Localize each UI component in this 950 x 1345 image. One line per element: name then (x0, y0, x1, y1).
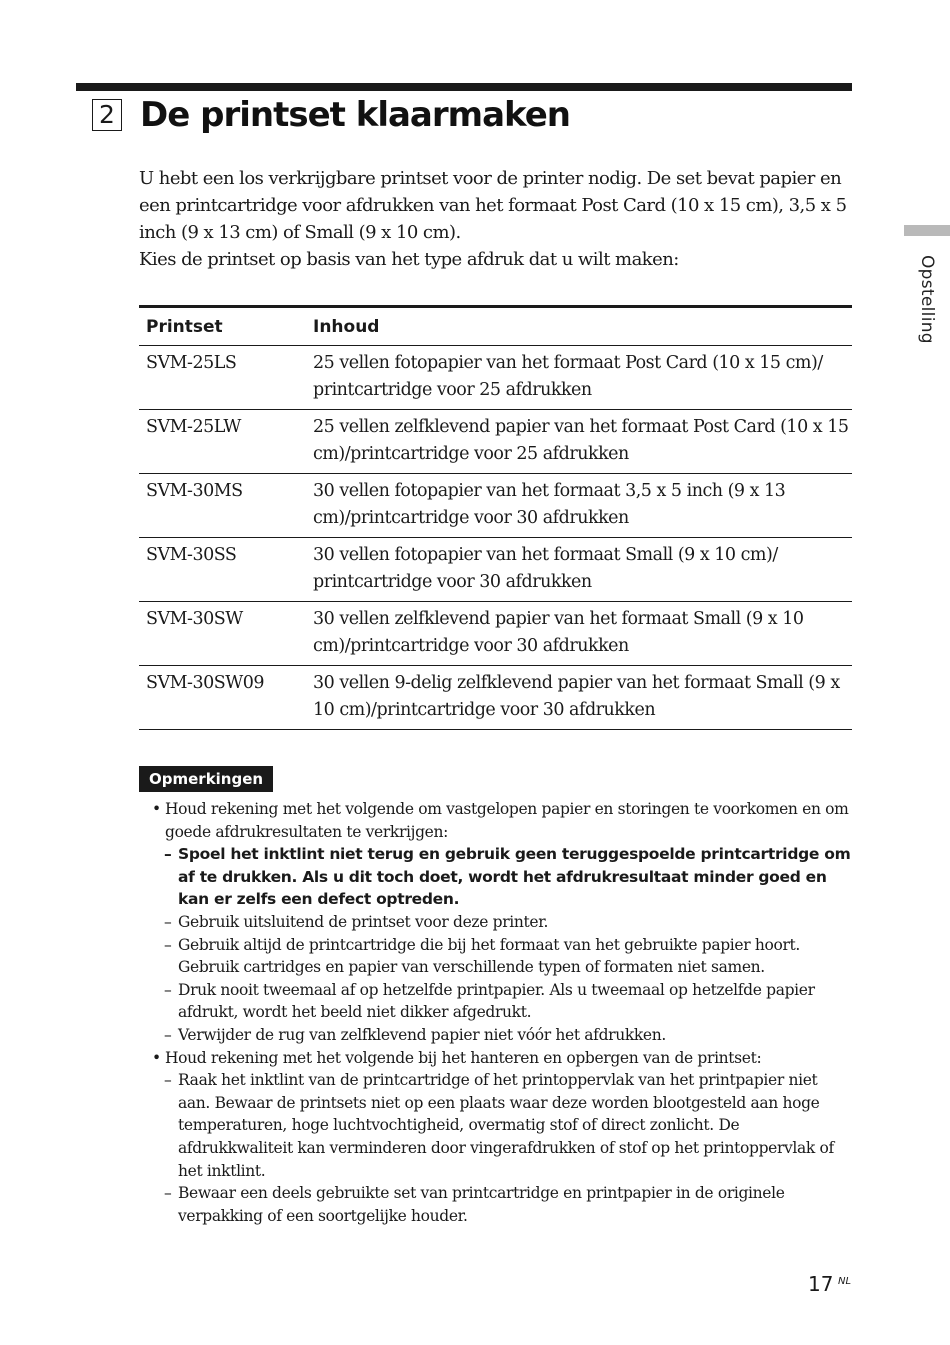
printset-cell: SVM-25LW (139, 410, 306, 474)
note-text: Houd rekening met het volgende om vastgelopen papier en storingen te voorkomen en om goede afdrukresultaten te verkrijgen: (165, 800, 849, 841)
section-heading (92, 96, 570, 134)
printset-cell: SVM-30MS (139, 474, 306, 538)
list-item (152, 1069, 852, 1182)
notes-list (152, 798, 852, 1227)
table-row (139, 474, 852, 538)
bullet-mark: • (152, 800, 161, 818)
list-item (152, 979, 852, 1024)
note-text: Druk nooit tweemaal af op hetzelfde printpapier. Als u tweemaal op hetzelfde papier afdrukt, wordt het beeld niet dikker afgedrukt. (178, 980, 815, 1022)
page-number: 17 (808, 1272, 834, 1296)
content-cell: 30 vellen 9-delig zelfklevend papier van het formaat Small (9 x 10 cm)/printcartridge voor 30 afdrukken (306, 666, 852, 730)
dash-mark: – (164, 845, 172, 864)
intro-paragraph-2: Kies de printset op basis van het type afdruk dat u wilt maken: (139, 249, 679, 270)
note-text: Raak het inktlint van de printcartridge of het printoppervlak van het printpapier niet aan. Bewaar de printsets niet op een plaats waar deze worden blootgesteld aan hoge temperaturen, hoge luchtvochtigheid, overmatig stof of direct zonlicht. De afdrukkwaliteit kan verminderen door vingerafdrukken of stof op het printoppervlak of het inktlint. (178, 1071, 834, 1180)
side-tab-label: Opstelling (917, 255, 937, 344)
table-header-row (139, 307, 852, 346)
table-row (139, 538, 852, 602)
list-item (152, 798, 852, 843)
content-cell: 30 vellen zelfklevend papier van het formaat Small (9 x 10 cm)/printcartridge voor 30 afdrukken (306, 602, 852, 666)
note-text: Verwijder de rug van zelfklevend papier niet vóór het afdrukken. (178, 1025, 666, 1044)
notes-label: Opmerkingen (139, 766, 273, 792)
table-row (139, 602, 852, 666)
column-header-inhoud: Inhoud (306, 307, 852, 346)
note-text: Gebruik altijd de printcartridge die bij het formaat van het gebruikte papier hoort. Gebruik cartridges en papier van verschillende typen of formaten niet samen. (178, 935, 800, 977)
dash-mark: – (164, 1071, 172, 1090)
bullet-mark: • (152, 1048, 161, 1067)
content-cell: 30 vellen fotopapier van het formaat Small (9 x 10 cm)/ printcartridge voor 30 afdrukken (306, 538, 852, 602)
table-row (139, 346, 852, 410)
dash-mark: – (164, 935, 172, 954)
table-row (139, 410, 852, 474)
intro-paragraph-1: U hebt een los verkrijgbare printset voor de printer nodig. De set bevat papier en een printcartridge voor afdrukken van het formaat Post Card (10 x 15 cm), 3,5 x 5 inch (9 x 13 cm) of Small (9 x 10 cm). (139, 168, 847, 243)
printset-cell: SVM-30SW (139, 602, 306, 666)
dash-mark: – (164, 1025, 172, 1044)
printset-cell: SVM-30SW09 (139, 666, 306, 730)
list-item (152, 934, 852, 979)
dash-mark: – (164, 1184, 172, 1203)
list-item (152, 1182, 852, 1227)
language-code: NL (838, 1276, 852, 1287)
list-item (152, 1047, 852, 1070)
note-text: Spoel het inktlint niet terug en gebruik geen teruggespoelde printcartridge om af te drukken. Als u dit toch doet, wordt het afdrukresultaat minder goed en kan er zelfs een defect optreden. (178, 845, 851, 909)
dash-mark: – (164, 980, 172, 999)
list-item (152, 911, 852, 934)
column-header-printset: Printset (139, 307, 306, 346)
content-cell: 30 vellen fotopapier van het formaat 3,5 x 5 inch (9 x 13 cm)/printcartridge voor 30 afdrukken (306, 474, 852, 538)
content-cell: 25 vellen zelfklevend papier van het formaat Post Card (10 x 15 cm)/printcartridge voor 25 afdrukken (306, 410, 852, 474)
dash-mark: – (164, 912, 172, 931)
side-tab-marker (904, 225, 950, 236)
intro-text (139, 165, 849, 273)
note-text: Houd rekening met het volgende bij het hanteren en opbergen van de printset: (165, 1048, 762, 1067)
printset-table (139, 305, 852, 730)
printset-cell: SVM-30SS (139, 538, 306, 602)
note-text: Bewaar een deels gebruikte set van printcartridge en printpapier in de originele verpakking of een soortgelijke houder. (178, 1184, 785, 1225)
section-rule (76, 83, 852, 91)
table-row (139, 666, 852, 730)
content-cell: 25 vellen fotopapier van het formaat Post Card (10 x 15 cm)/ printcartridge voor 25 afdrukken (306, 346, 852, 410)
page-title: De printset klaarmaken (140, 95, 570, 135)
note-text: Gebruik uitsluitend de printset voor deze printer. (178, 912, 549, 931)
printset-cell: SVM-25LS (139, 346, 306, 410)
list-item (152, 843, 852, 911)
step-number: 2 (92, 99, 122, 131)
list-item (152, 1024, 852, 1047)
